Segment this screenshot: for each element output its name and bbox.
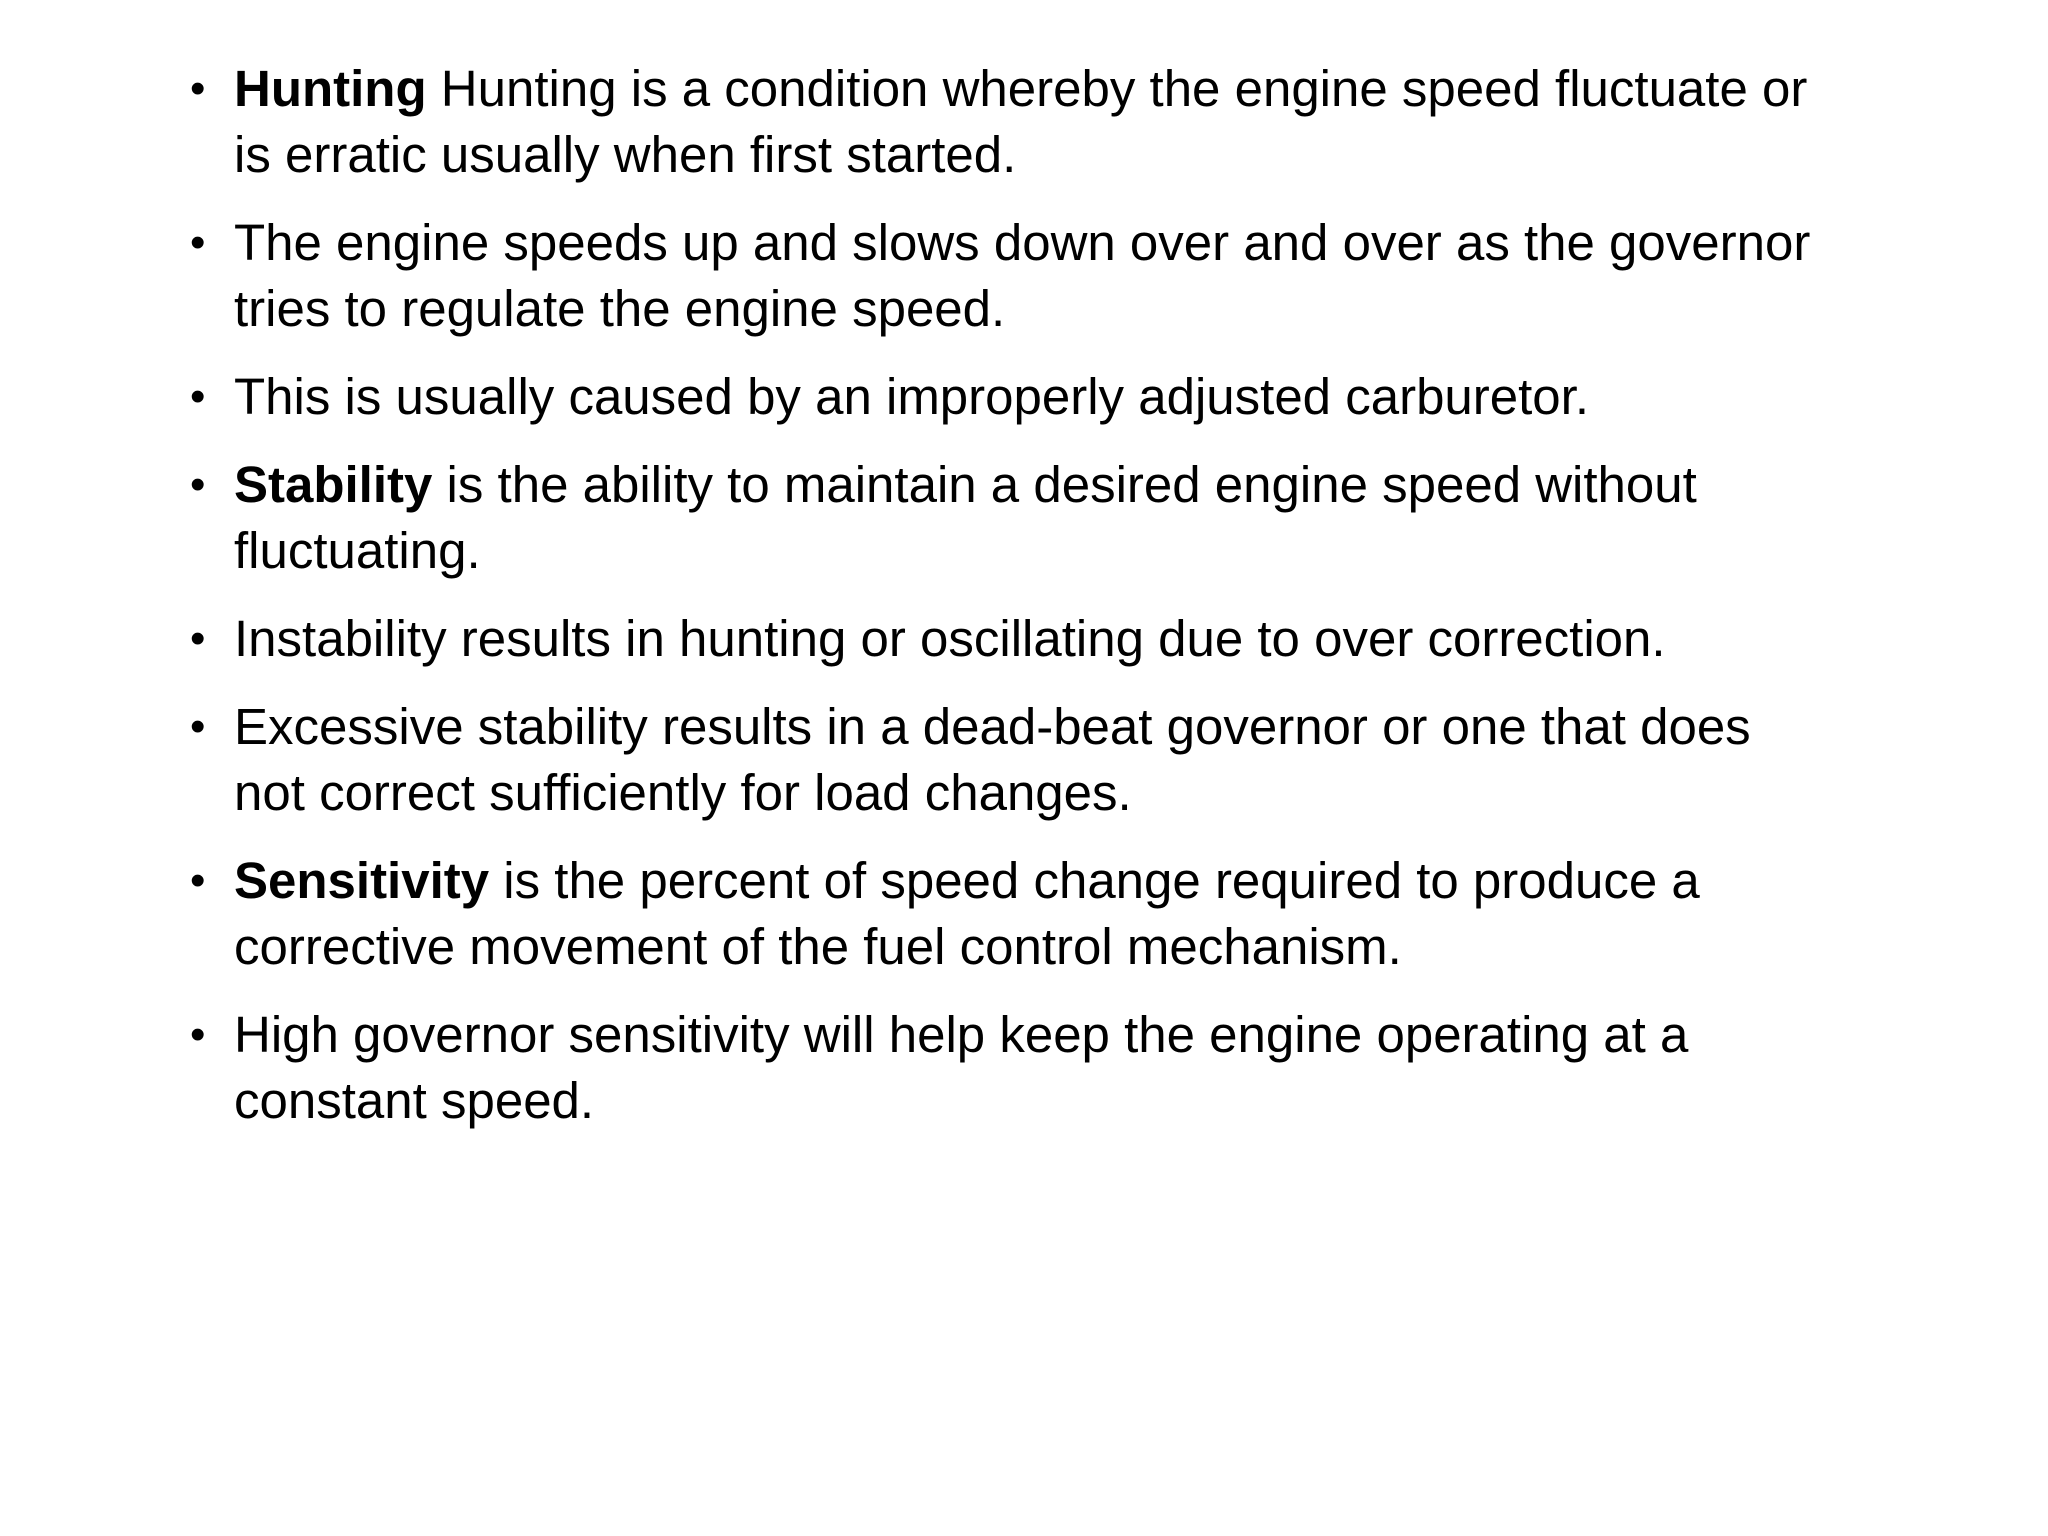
bullet-item-stability [190,452,1830,584]
bullet-list [190,56,1830,1156]
bullet-text: This is usually caused by an improperly adjusted carburetor. [234,368,1590,425]
bullet-icon: • [190,702,206,751]
bullet-text: is the ability to maintain a desired engine speed without fluctuating. [234,456,1697,579]
bullet-item-speeds [190,210,1830,342]
bullet-term: Hunting [234,60,427,117]
bullet-text: The engine speeds up and slows down over and over as the governor tries to regulate the engine speed. [234,214,1811,337]
bullet-icon: • [190,856,206,905]
bullet-text: Hunting is a condition whereby the engine speed fluctuate or is erratic usually when first started. [234,60,1808,183]
bullet-item-excessive-stability [190,694,1830,826]
bullet-item-carburetor [190,364,1830,430]
bullet-icon: • [190,218,206,267]
bullet-icon: • [190,372,206,421]
bullet-text: is the percent of speed change required to produce a corrective movement of the fuel control mechanism. [234,852,1700,975]
bullet-item-sensitivity [190,848,1830,980]
bullet-item-high-sensitivity [190,1002,1830,1134]
bullet-text: Instability results in hunting or oscillating due to over correction. [234,610,1666,667]
bullet-icon: • [190,614,206,663]
bullet-item-instability [190,606,1830,672]
bullet-icon: • [190,64,206,113]
bullet-icon: • [190,1010,206,1059]
bullet-icon: • [190,460,206,509]
bullet-item-hunting [190,56,1830,188]
bullet-term: Stability [234,456,433,513]
bullet-term: Sensitivity [234,852,490,909]
bullet-text: Excessive stability results in a dead-beat governor or one that does not correct sufficiently for load changes. [234,698,1751,821]
bullet-text: High governor sensitivity will help keep the engine operating at a constant speed. [234,1006,1689,1129]
